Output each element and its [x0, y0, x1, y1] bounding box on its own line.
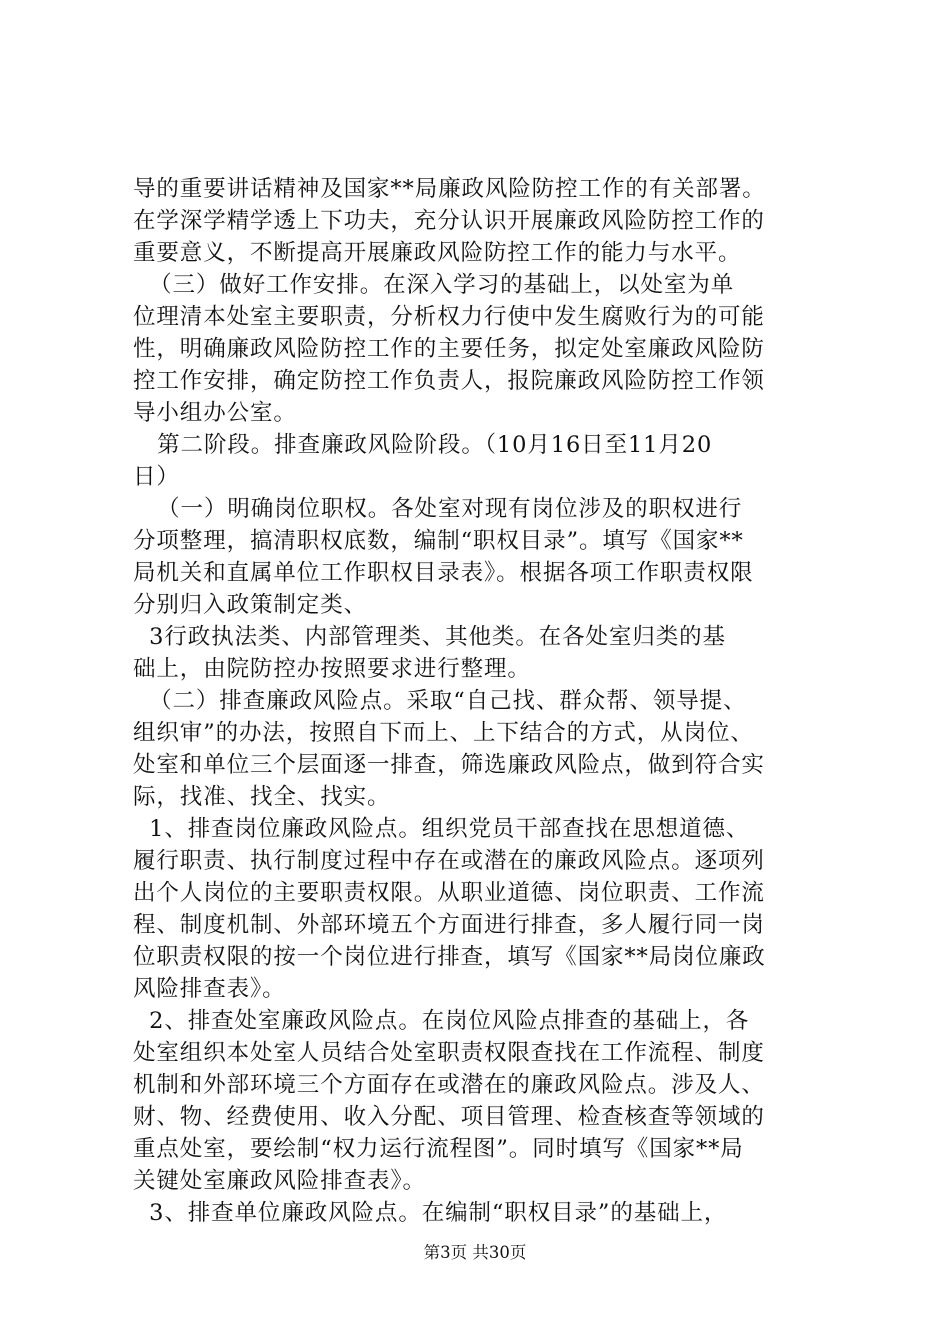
text-line: 控工作安排，确定防控工作负责人，报院廉政风险防控工作领: [133, 368, 765, 394]
text-line: 分项整理，搞清职权底数，编制“职权目录”。填写《国家**: [133, 528, 744, 554]
text-line: 出个人岗位的主要职责权限。从职业道德、岗位职责、工作流: [133, 880, 765, 906]
text-line: 财、物、经费使用、收入分配、项目管理、检查核查等领域的: [133, 1104, 765, 1130]
text-line: 1、排查岗位廉政风险点。组织党员干部查找在思想道德、: [133, 816, 750, 842]
text-line: 3行政执法类、内部管理类、其他类。在各处室归类的基: [133, 624, 726, 650]
text-line: 导小组办公室。: [133, 400, 297, 426]
text-line: 导的重要讲话精神及国家**局廉政风险防控工作的有关部署。: [133, 176, 766, 202]
text-line: 性，明确廉政风险防控工作的主要任务，拟定处室廉政风险防: [133, 336, 765, 362]
text-line: 处室组织本处室人员结合处室职责权限查找在工作流程、制度: [133, 1040, 765, 1066]
text-line: 础上，由院防控办按照要求进行整理。: [133, 656, 531, 682]
text-line: 位理清本处室主要职责，分析权力行使中发生腐败行为的可能: [133, 304, 765, 330]
text-line: 3、排查单位廉政风险点。在编制“职权目录”的基础上，: [133, 1200, 728, 1226]
text-line: 局机关和直属单位工作职权目录表》。根据各项工作职责权限: [133, 560, 754, 586]
text-line: （二）排查廉政风险点。采取“自己找、群众帮、领导提、: [133, 688, 747, 714]
text-line: 2、排查处室廉政风险点。在岗位风险点排查的基础上，各: [133, 1008, 750, 1034]
text-line: 机制和外部环境三个方面存在或潜在的廉政风险点。涉及人、: [133, 1072, 765, 1098]
text-line: 履行职责、执行制度过程中存在或潜在的廉政风险点。逐项列: [133, 848, 765, 874]
text-line: 际，找准、找全、找实。: [133, 784, 391, 810]
text-line: （一）明确岗位职权。各处室对现有岗位涉及的职权进行: [133, 496, 743, 522]
text-line: 组织审”的办法，按照自下而上、上下结合的方式，从岗位、: [133, 720, 754, 746]
text-line: 日）: [133, 464, 180, 490]
text-line: 程、制度机制、外部环境五个方面进行排查，多人履行同一岗: [133, 912, 765, 938]
text-line: （三）做好工作安排。在深入学习的基础上，以处室为单: [133, 272, 735, 298]
text-line: 关键处室廉政风险排查表》。: [133, 1168, 426, 1194]
text-line: 重要意义，不断提高开展廉政风险防控工作的能力与水平。: [133, 240, 742, 266]
text-line: 第二阶段。排查廉政风险阶段。（10月16日至11月20: [133, 432, 713, 458]
text-line: 处室和单位三个层面逐一排查，筛选廉政风险点，做到符合实: [133, 752, 765, 778]
page-number-footer: 第3页 共30页: [423, 1243, 527, 1262]
text-line: 分别归入政策制定类、: [133, 592, 368, 618]
text-line: 在学深学精学透上下功夫，充分认识开展廉政风险防控工作的: [133, 208, 765, 234]
text-line: 重点处室，要绘制“权力运行流程图”。同时填写《国家**局: [133, 1136, 744, 1162]
text-line: 位职责权限的按一个岗位进行排查，填写《国家**局岗位廉政: [133, 944, 766, 970]
text-line: 风险排查表》。: [133, 976, 286, 1002]
